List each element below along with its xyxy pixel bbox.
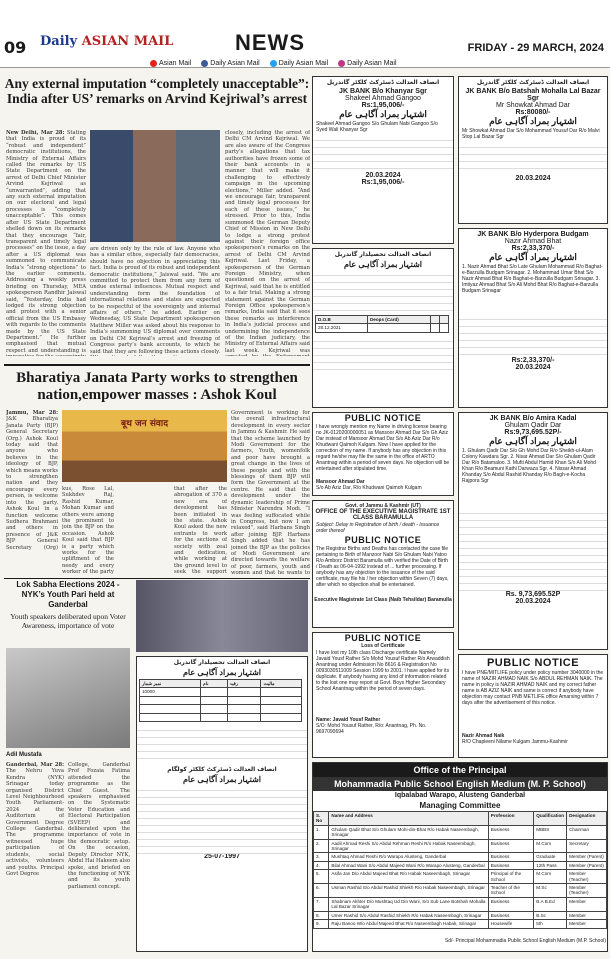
table-cell: 7. <box>314 897 329 911</box>
notice-urdu-table: انصاف العدالت تحصیلدار گاندربل اشتہار بمراد آگاہی عام D.O.B Deops (Card) 28.12.2021 <box>312 248 454 408</box>
table-cell: 4. <box>314 861 329 869</box>
story2-column: Jammu, Mar 28: J&K Bharatiya Janata Party (BJP) General Secretary (Org.) Ashok Koul today said that anyone who believes in the ideology of BJP, which means works to strengthen nation and they encourage every person, is welcome into the party. Ashok Koul in a function welcome Sudhera Brahmani and others in presence of J&K BJP General Secretary (Org) <box>6 410 58 550</box>
story2-photo <box>62 410 227 482</box>
story2-column: that after the abrogation of 370 a new era of development has been initiated in the state. Ashok Koul asked the new entrants to work for the sections of society with zeal and dedication, while working at the ground level to seek the support <box>174 486 227 576</box>
public-notice-policy: PUBLIC NOTICE I have PNE/MITLIFE policy under policy number 3040000 in the name of NAZIR AHMAD NAIK S/o ABDUL REHMAN NAIK. The name in policy is NAZIR AHMAD NAIK and my correct father name is AB AZIZ NAIK and same is correct if anybody have objection may contact PNB METLIFE office Amarsing within 7 days after the advertisement of this notice. Nazir Ahmad Naik R/O Chapleeni Nilame Kulgam Jammu-Kashmir <box>458 654 608 758</box>
table-cell: M.Com <box>534 870 567 884</box>
table-cell: Teacher of the School <box>488 884 534 898</box>
table-cell: Business <box>488 911 534 919</box>
committee-header: S. No <box>314 812 329 826</box>
table-cell: Housewife <box>488 920 534 928</box>
story3-photo-2 <box>136 580 308 652</box>
table-cell: 9. <box>314 920 329 928</box>
social-item[interactable]: Daily Asian Mail <box>201 60 259 67</box>
story1-column: are driven only by the rule of law. Anyone who has a similar ethos, especially fair democracies, should have no objection in appreciating this fact. India is proud of its robust and independent democratic institutions,” Jaiswal said. “We are committed to protect them from any form of undue external influences. Mutual respect and understanding form the foundation of international relations and states are expected to be respectful of the sovereignty and internal affairs of others,” he added. Earlier on Wednesday, US State Department spokesperson Matthew Miller was asked about his response to India’s summoning US diplomat over comments on Delhi CM Kejriwal’s arrest and freezing of Congress party’s bank accounts, to which he said that they are following these actions closely. <box>90 246 220 355</box>
table-cell: Raju Banoo W/o Abdul Majeed Bhat R/o Naseembagh Habak, Srinagar <box>329 920 488 928</box>
social-links <box>150 60 397 67</box>
story3-headline: Lok Sabha Elections 2024 - NYK’s Youth Pari held at Ganderbal Youth speakers deliberated upon Voter Awareness, importance of vote <box>4 580 132 630</box>
story1-headline: Any external imputation “completely unacceptable”: India after US’ remarks on Arvind Kejriwal’s arrest <box>4 76 310 106</box>
urdu-notice-title: اشتہار بمراد آگاہی عام <box>182 668 262 677</box>
principal-signature: Sd/- Principal Mohammadia Public School English Medium (M.P. School) <box>444 938 606 944</box>
instagram-icon <box>338 60 345 67</box>
table-row <box>314 861 607 869</box>
table-cell: Mushtaq Ahmad Reshi R/o Warapo Alusteng, Ganderbal <box>329 853 488 861</box>
table-cell: Member <box>567 897 607 911</box>
table-cell: Shabnam Akhter D/o Mushtaq Ud Din Wani, S/o Sub Lane Botshah Mohalla Lal Bazar Srinagar <box>329 897 488 911</box>
page-number: 09 <box>4 38 27 57</box>
notice-title: PUBLIC NOTICE <box>344 413 422 423</box>
story3-column: Ganderbal, Mar 28: The Nehru Yuva Kendra (NYK) Srinagar today organised District Level Neighbourhood Youth Parliament-2024 at the Auditorium of Government Degree College Ganderbal. The programme witnessed huge participation of students, social activists, volunteers and youths. Principal Govt Degree <box>6 762 64 877</box>
table-cell: Ghulam Qadir Bhat S/o Ghulam Mohi-din-Bhat R/o Habak Naseembagh, Srinagar <box>329 825 488 839</box>
table-cell: Business <box>488 897 534 911</box>
table-row <box>314 853 607 861</box>
govt-notice: Govt. of Jammu & Kashmir (UT) OFFICE OF THE EXECUTIVE MAGISTRATE 1ST CLASS BARAMULLA Subject: Delay in Registration of birth / death - issuance order thereof PUBLIC NOTICE The Registrar Births and Deaths has contacted the case file pertaining to Birth of Manzoor Nabi S/o Ghulam Nabi Yatoo R/o Amborz District Baramulla with verified the Date of Birth / Death as 06-04-1992 instead of ... further processing. If anybody has any objection to the issuance of the said certificate, may file his / her objection within Seven (7) days, after which no objection shall be entertained. Executive Magistrate 1st Class (Naib Tehsildar) Baramulla <box>312 500 454 628</box>
story1-column: closely, including the arrest of Delhi CM Arvind Kejriwal. We are also aware of the Congress party’s allegations that tax authorities have frozen some of their bank accounts in a manner that will make it challenging to effectively campaign in the upcoming elections,” Miller added. “And we encourage fair, transparent and timely legal processes for each of these issues,” he stressed. Prior to this, India summoned the German Deputy Chief of Mission in New Delhi to lodge a strong protest against their foreign office spokesperson’s remarks on the arrest of Delhi CM Arvind Kejriwal. Last Friday, a spokesperson of the German Foreign Ministry, when questioned on the arrest of Kejriwal, said that he is entitled to a fair trial. Making a strong statement against the German Foreign Office spokesperson’s remarks, India said that it sees these remarks as interference in India’s judicial process and undermining the independence of the Indian judiciary, the Ministry of External Affairs said last week. Kejriwal was <box>225 130 310 354</box>
divider <box>4 578 310 579</box>
table-cell: Business <box>488 861 534 869</box>
table-row <box>314 897 607 911</box>
table-cell: Member (Parent) <box>567 853 607 861</box>
table-cell: Business <box>488 839 534 853</box>
committee-table <box>313 811 607 929</box>
table-cell: B.Sc <box>534 911 567 919</box>
section-title: NEWS <box>235 30 305 55</box>
notice-ad4: JK BANK B/o Amira Kadal Ghulam Qadir Dar Rs:9,73,695.52P/- اشتہار بمراد آگاہی عام 1. Ghulam Qadir Dar S/o Gh Mohd Dar R/o Sheikh-ul-Alam Colony Kawdara Sgr. 2. Nisar Ahmad Dar S/o Ghulam Qadir Dar R/o Batamaloo. 3. Mufti Abdul Hamid Khan S/o Ali Mohd Khan R/o Beamuni Kathi Darwaza Sgr. 4. Nissar Ahmad Khanday S/o Abdul Rashid Khanday R/o Bagh-e-Kocha Rajpora Sgr Rs. 9,73,695.52P 20.03.2024 <box>458 412 608 650</box>
social-item[interactable]: Daily Asian Mail <box>270 60 328 67</box>
byline: Adil Mustafa <box>6 752 42 758</box>
table-cell: 6. <box>314 884 329 898</box>
twitter-icon <box>270 60 277 67</box>
table-cell: Business <box>488 853 534 861</box>
committee-header: Designation <box>567 812 607 826</box>
table-cell: Usman Rashid S/o Abdul Rashid Shiekh R/o Habak Naseembagh, Srinagar <box>329 884 488 898</box>
table-cell: Asifa Jan D/o Abdul Majeed Bhat R/o Habak Naseembagh, Srinagar <box>329 870 488 884</box>
table-cell: Umer Rashid S/o Abdul Rashid Shiekh R/o Habak Naseembagh, Srinagar <box>329 911 488 919</box>
office-title: Office of the Principal <box>313 763 607 777</box>
issue-date: FRIDAY - 29 MARCH, 2024 <box>467 42 604 54</box>
banner-text: बूथ जन संवाद <box>120 419 169 429</box>
story2-headline: Bharatiya Janata Party works to strengthen nation,empower masses : Ashok Koul <box>16 370 298 403</box>
table-cell: Member (Parent) <box>567 861 607 869</box>
table-row <box>314 839 607 853</box>
table-cell: Business <box>488 825 534 839</box>
table-cell: Member (Teacher) <box>567 884 607 898</box>
table-cell: Graduate <box>534 853 567 861</box>
table-cell: MBBS <box>534 825 567 839</box>
story2-column: Government is working for the overall infrastructural development in every sector in Jammu & Kashmir. He said that the scheme launched by Modi Government for the farmers, Youth, womenfolk and poor have brought a great change in the lives of these people and with the blessings of them BJP will form the Government at the centre. He said that the development under the dynamic leadership of Prime Minister Narendra Modi. “I was feeling suffocated while in Congress, but now I am relaxed”, said Harbans Singh after joining BJP. Harbans Singh added that he has joined the BJP as the policies of Modi Government are directed towards the welfare of poor, farmers, youth and women and that he wants to <box>231 410 310 576</box>
loss-notice: PUBLIC NOTICE Loss of Certificate I have lost my 10th class Discharge certificate Namely Javaid Yousf Rather S/o Mohd Yousuf Rather R/o Arwaddish Anantnag under Admission No 8616 & Registration No 0093030511009 Session 1999 to 2001. I have applied for its duplicate. If anybody having any kind of information related to the lost one may report at Govt. Boys Higher Secondary School Anantnag within the period of seven days. Name: Javaid Yousf Rather S/O: Mohd Yousuf Rather, R/o: Anantnag, Ph. No. 9697090694 <box>312 632 454 758</box>
story2-column: kus, Rose Lal, Sukhdev Raj, Rashid Kumar, Mohan Kumar and others were among the prominent to join the BJP on the occasion. Ashok Koul said that BJP is a party which works for the upliftment of the needy and every worker of the party <box>62 486 114 576</box>
table-row <box>314 825 607 839</box>
committee-header: Profession <box>488 812 534 826</box>
table-row <box>314 870 607 884</box>
table-cell: B.A B.Ed <box>534 897 567 911</box>
table-cell: Chairman <box>567 825 607 839</box>
ad1-bank: JK BANK B/o Khanyar Sgr <box>339 88 427 95</box>
table-cell: Principal of the School <box>488 870 534 884</box>
table-row <box>314 911 607 919</box>
story3-column: College, Ganderbal Prof Fozaia Fatima attended the programme as the Chief Guest. The speakers emphasised on the Systematic Voter Education and Electoral Participation (SVEEP) and deliberated upon the importance of vote in the democratic setup. On the occasion, Deputy Director NYK, Abdul Hai Hakeem also spoke, and briefed on the functioning of NYK and its youth parliament concept. <box>68 762 130 890</box>
managing-committee-notice: Office of the Principal Mohammadia Public School English Medium (M. P. School) Iqbalabad Warapo, Alusteng Ganderbal Managing Committee S. No Name and Address Profession Qualification Designation 1. Ghulam Qadir Bhat S/o Ghulam Mohi-din-Bhat R/o Habak Naseembagh, Srinagar Business MBBS Chairman 2. Aadil Ahmad Reshi S/o Abdul Rehman Reshi R/o Habak Naseembagh, Srinagar Business M.Com Secretary 3. Mushtaq Ahmad Reshi R/o Warapo Alusteng, Ganderbal Business Graduate Member (Parent) 4. Bilal Ahmad Wani S/o Abdul Majeed Wani R/o Warapo Alusteng, Ganderbal Business 12th Pass Member (Parent) 5. Asifa Jan D/o Abdul Majeed Bhat R/o Habak Naseembagh, Srinagar Principal of the School M.Com Member (Teacher) 6. Usman Rashid S/o Abdul Rashid Shiekh R/o Habak Naseembagh, Srinagar Teacher of the School M.Sc Member (Teacher) 7. Shabnam Akhter D/o Mushtaq Ud Din Wani, S/o Sub Lane Botshah Mohalla Lal Bazar Srinagar Business B.A B.Ed Member 8. Umer Rashid S/o Abdul Rashid Shiekh R/o Habak Naseembagh, Srinagar Business B.Sc Member 9. Raju Banoo W/o Abdul Majeed Bhat R/o Naseembagh Habak, Srinagar Housewife 5th Member <box>312 762 608 952</box>
notice-ad1: انصاف العدالت ڈسٹرکٹ کلکٹر گاندربل JK BANK B/o Khanyar Sgr Shakeel Ahmad Gangoo Rs:1,95,006/- اشتہار بمراد آگاہی عام Shakeel Ahmad Gangoo S/o Ghulam Nabi Gangoo S/o Syed Wali Khanyar Sgr 20.03.2024 Rs:1,95,006/- <box>312 76 454 244</box>
committee-header: Qualification <box>534 812 567 826</box>
table-cell: M.Sc <box>534 884 567 898</box>
divider <box>4 364 310 366</box>
story3-subhead: Youth speakers deliberated upon Voter Awareness, importance of vote <box>10 612 126 630</box>
table-cell: Secretary <box>567 839 607 853</box>
table-cell: 8. <box>314 911 329 919</box>
table-cell: 3. <box>314 853 329 861</box>
story1-photo <box>90 130 220 242</box>
table-cell: 5. <box>314 870 329 884</box>
table-row <box>314 884 607 898</box>
table-cell: 2. <box>314 839 329 853</box>
facebook-icon <box>201 60 208 67</box>
social-item[interactable]: Asian Mail <box>150 60 191 67</box>
school-name: Mohammadia Public School English Medium (M. P. School) <box>313 777 607 791</box>
committee-header: Name and Address <box>329 812 488 826</box>
newspaper-logo: Daily ASIAN MAIL <box>40 34 174 49</box>
table-cell: Member <box>567 920 607 928</box>
public-notice-license: PUBLIC NOTICE I have wrongly mention my Name in driving license bearing no JK-0120200000051 as Mansoor Ahmad Dar S/o Gh Aziz Dar instead of Mansoor Ahmad Dar S/o Ab Aziz Dar R/o Khudwani Qaimoh Kulgam. Now I have applied for the correction of my name. If anybody has any objection in this regard he/she may file the same in the office of ARTO Anantnag within a period of seven days. No objection will be entertained after stipulated time. Mansoor Ahmad Dar S/o Ab Aziz Dar, R/o Khudwani Qaimoh Kulgam <box>312 412 454 496</box>
social-item[interactable]: Daily Asian Mail <box>338 60 396 67</box>
story1-column: New Delhi, Mar 28: Stating that India is proud of its “robust and independent” democratic institutions, the Ministry of External Affairs called the remarks by US State Department on the arrest of Delhi Chief Minister Arvind Kejriwal as “unwarranted”, adding that any such external imputation on our electoral and legal processes is “completely unacceptable”. This comes after US State Department shelled down on its remarks that they encourage “fair, transparent and timely legal processes” on the issue, a day after a US diplomat was summoned to communicate India’s “strong objections” to the earlier comments. Addressing a weekly press briefing on Thursday, MEA spokesperson Randhir Jaiswal said, “Yesterday, India had lodged its strong objection and protest with a senior official from the US Embassy with regards to the comments made by the US State Department.” He further emphasised that mutual respect and understanding is <box>6 130 86 354</box>
notice-ad3: JK BANK B/o Hyderpora Budgam Nazir Ahmad Bhat Rs:2,33,370/- اشتہار بمراد آگاہی عام 1. Nazir Ahmad Bhat S/o Late Ghulam Mohammad R/o Baghat-e-Barzulla Budgam Srinagar. 2. Mohammad Umar Bhat S/o Nazir Ahmad Bhat R/o Baghat-e-Barzulla Budgam Srinagar. 3. Imtiyaz Ahmad Bhat S/o Ali Mohd Bhat R/o Baghat-e-Barzulla Budgam Srinagar Rs:2,33,370/- 20.03.2024 <box>458 228 608 408</box>
youtube-icon <box>150 60 157 67</box>
table-cell: Member <box>567 911 607 919</box>
table-cell: 1. <box>314 825 329 839</box>
urdu-notice: انصاف العدالت تحصیلدار گاندربل اشتہار بمراد آگاہی عام نمبر شمار نام رقبہ مالیت 10000 انصاف العدالت ڈسٹرکٹ کلکٹر کولگام اشتہار بمراد آگاہی عام 25-07-1997 <box>136 656 308 952</box>
table-cell: Member (Teacher) <box>567 870 607 884</box>
table-cell: M.Com <box>534 839 567 853</box>
table-cell: Bilal Ahmad Wani S/o Abdul Majeed Wani R/o Warapo Alusteng, Ganderbal <box>329 861 488 869</box>
table-cell: 12th Pass <box>534 861 567 869</box>
story3-photo <box>6 648 130 748</box>
table-row <box>314 920 607 928</box>
table-cell: Aadil Ahmad Reshi S/o Abdul Rehman Reshi R/o Habak Naseembagh, Srinagar <box>329 839 488 853</box>
notice-ad2: انصاف العدالت ڈسٹرکٹ کلکٹر گاندربل JK BANK B/o Batshah Mohalla Lal Bazar Sgr Mr Showkat Ahmad Dar Rs:80080/- اشتہار بمراد آگاہی عام Mr Showkat Ahmad Dar S/o Mohammad Yousuf Dar R/o Malvi Stop Lal Bazar Sgr 20.03.2024 <box>458 76 608 224</box>
table-cell: 5th <box>534 920 567 928</box>
